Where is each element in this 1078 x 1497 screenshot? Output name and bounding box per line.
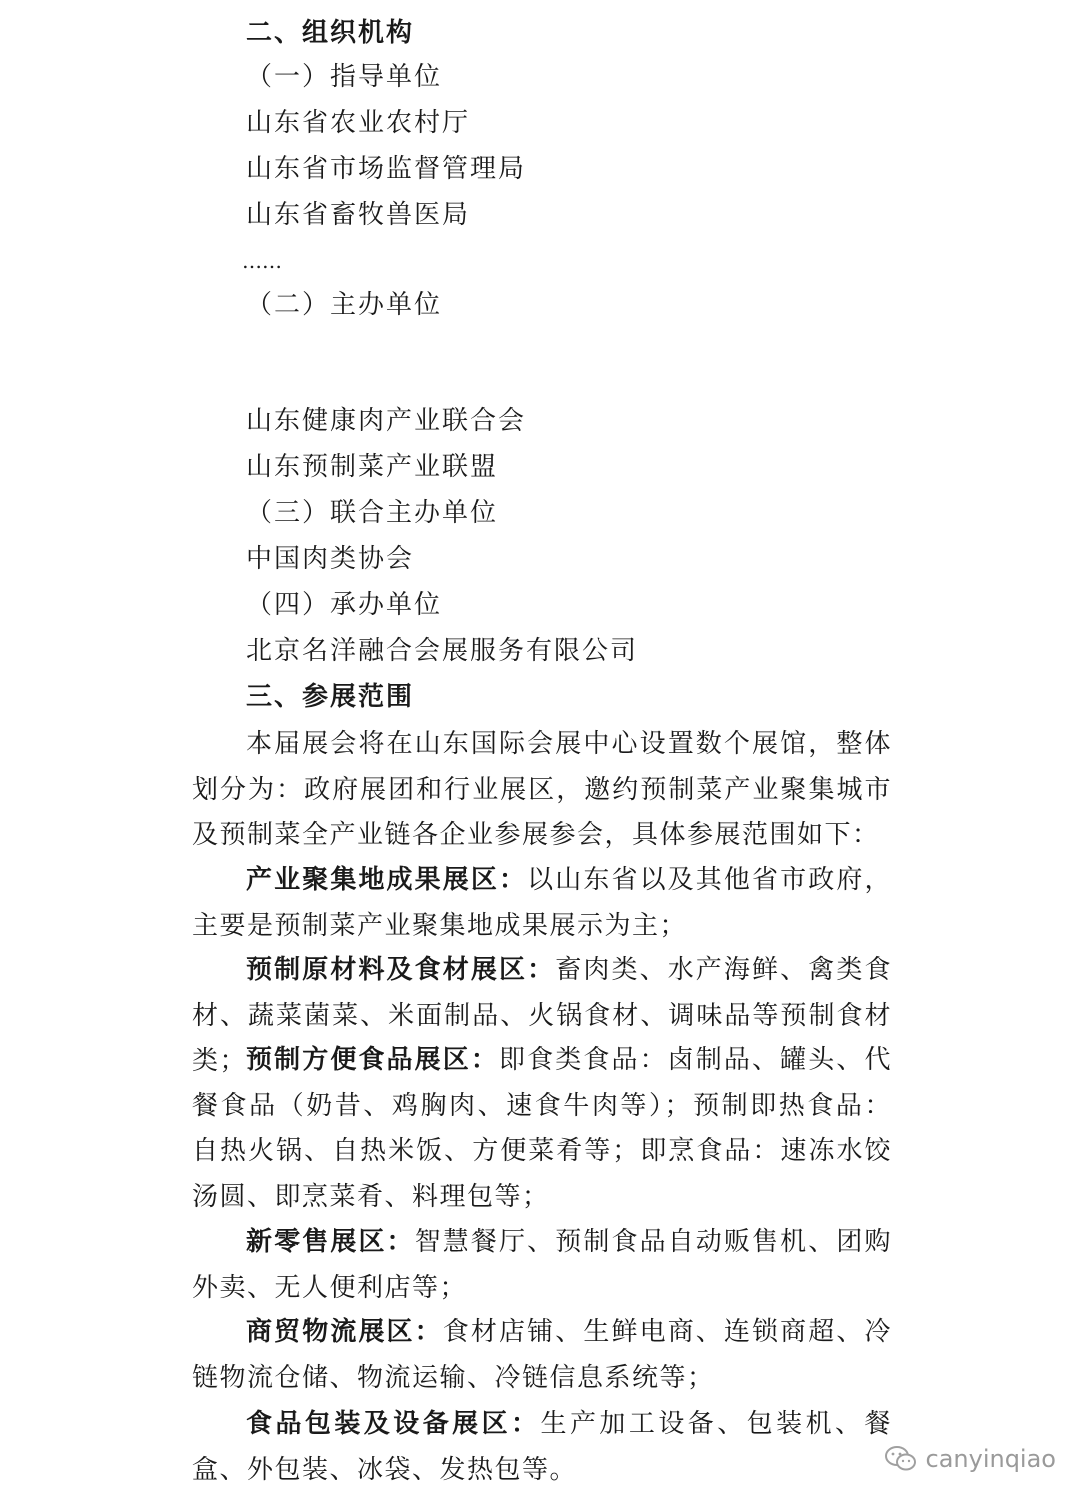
zone-paragraph — [192, 1402, 892, 1493]
subheading-host-units: （二）主办单位 — [246, 290, 443, 320]
guiding-unit-item: 山东省市场监督管理局 — [246, 154, 527, 184]
organizer-unit-item: 北京名洋融合会展服务有限公司 — [246, 636, 639, 666]
host-unit-item: 山东健康肉产业联合会 — [246, 406, 527, 436]
zone-paragraph — [192, 1038, 892, 1220]
zone-desc: 即食类食品：卤制品、罐头、代餐食品（奶昔、鸡胸肉、速食牛肉等）；预制即热食品：自热火锅、自热米饭、方便菜肴等；即烹食品：速冻水饺 汤圆、即烹菜肴、料理包等； — [192, 1045, 892, 1212]
subheading-co-host-units: （三）联合主办单位 — [246, 498, 499, 528]
guiding-unit-item: 山东省畜牧兽医局 — [246, 200, 471, 230]
zone-name: 新零售展区： — [246, 1227, 415, 1257]
zone-paragraph — [192, 1310, 892, 1401]
guiding-unit-item: 山东省农业农村厅 — [246, 108, 471, 138]
zone-paragraph — [192, 858, 892, 949]
co-host-unit-item: 中国肉类协会 — [246, 544, 415, 574]
zone-desc: 生产加工设备、包装机、餐盒、外包装、冰袋、发热包等。 — [192, 1409, 892, 1485]
zone-name: 预制方便食品展区： — [246, 1045, 500, 1075]
zone-name: 预制原材料及食材展区： — [246, 955, 556, 985]
subheading-guiding-units: （一）指导单位 — [246, 62, 443, 92]
scope-intro-paragraph: 本届展会将在山东国际会展中心设置数个展馆，整体划分为：政府展团和行业展区，邀约预制菜产业聚集城市及预制菜全产业链各企业参展参会，具体参展范围如下： — [192, 729, 892, 850]
zone-name: 食品包装及设备展区： — [246, 1409, 541, 1439]
zone-desc: 畜肉类、水产海鲜、禽类食材、蔬菜菌菜、米面制品、火锅食材、调味品等预制食材类； — [192, 955, 892, 1076]
zone-name: 产业聚集地成果展区： — [246, 865, 528, 895]
zone-name: 商贸物流展区： — [246, 1317, 443, 1347]
zone-desc: 食材店铺、生鲜电商、连锁商超、冷链物流仓储、物流运输、冷链信息系统等； — [192, 1317, 892, 1393]
section-heading-scope: 三、参展范围 — [246, 682, 415, 712]
zone-desc: 以山东省以及其他省市政府，主要是预制菜产业聚集地成果展示为主； — [192, 865, 892, 941]
ellipsis: …… — [242, 249, 282, 273]
watermark-text: canyinqiao — [925, 1445, 1056, 1473]
zone-paragraph — [192, 1220, 892, 1311]
host-unit-item: 山东预制菜产业联盟 — [246, 452, 499, 482]
wechat-icon — [884, 1445, 918, 1473]
subheading-organizer-units: （四）承办单位 — [246, 590, 443, 620]
section-heading-organization: 二、组织机构 — [246, 18, 415, 48]
watermark — [884, 1445, 1057, 1473]
zone-desc: 智慧餐厅、预制食品自动贩售机、团购外卖、无人便利店等； — [192, 1227, 892, 1303]
